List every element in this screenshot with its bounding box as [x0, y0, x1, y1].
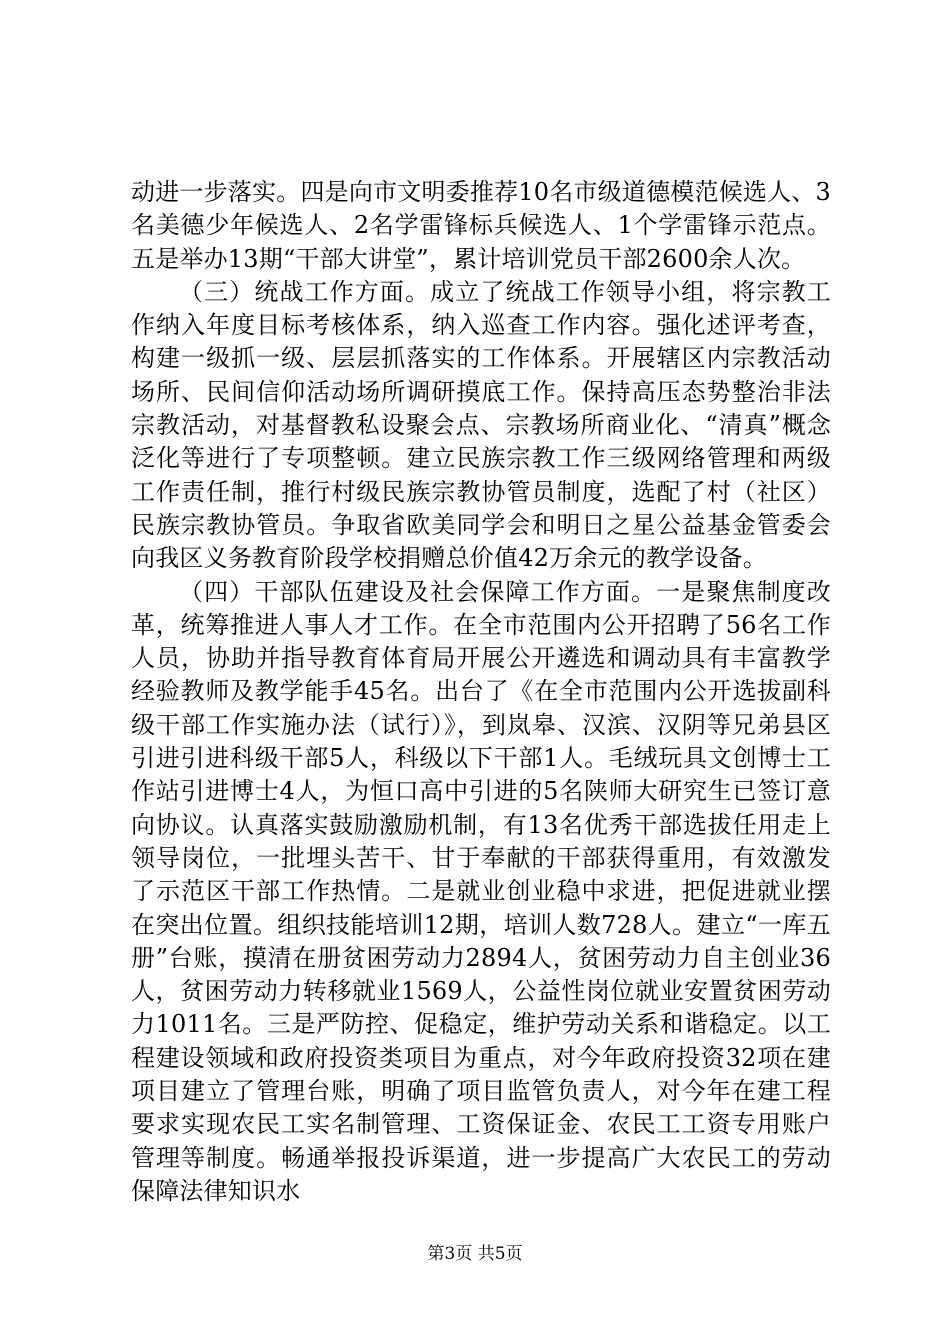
paragraph-united-front-work: （三）统战工作方面。成立了统战工作领导小组，将宗教工作纳入年度目标考核体系，纳入巡查工作内容。强化述评考查，构建一级抓一级、层层抓落实的工作体系。开展辖区内宗教活动场所、民间信仰活动场所调研摸底工作。保持高压态势整治非法宗教活动，对基督教私设聚会点、宗教场所商业化、“清真”概念泛化等进行了专项整顿。建立民族宗教工作三级网络管理和两级工作责任制，推行村级民族宗教协管员制度，选配了村（社区）民族宗教协管员。争取省欧美同学会和明日之星公益基金管委会向我区义务教育阶段学校捐赠总价值42万余元的教学设备。: [131, 277, 831, 573]
page-number-footer: 第3页 共5页: [427, 1244, 523, 1264]
document-body: [131, 176, 831, 1208]
paragraph-continuation: 动进一步落实。四是向市文明委推荐10名市级道德模范候选人、3名美德少年候选人、2名学雷锋标兵候选人、1个学雷锋示范点。五是举办13期“干部大讲堂”，累计培训党员干部2600余人次。: [131, 178, 831, 273]
paragraph-cadre-social-security: （四）干部队伍建设及社会保障工作方面。一是聚焦制度改革，统筹推进人事人才工作。在全市范围内公开招聘了56名工作人员，协助并指导教育体育局开展公开遴选和调动具有丰富教学经验教师及教学能手45名。出台了《在全市范围内公开选拔副科级干部工作实施办法（试行）》，到岚皋、汉滨、汉阴等兄弟县区引进引进科级干部5人，科级以下干部1人。毛绒玩具文创博士工作站引进博士4人，为恒口高中引进的5名陕师大研究生已签订意向协议。认真落实鼓励激励机制，有13名优秀干部选拔任用走上领导岗位，一批埋头苦干、甘于奉献的干部获得重用，有效激发了示范区干部工作热情。二是就业创业稳中求进，把促进就业摆在突出位置。组织技能培训12期，培训人数728人。建立“一库五册”台账，摸清在册贫困劳动力2894人，贫困劳动力自主创业36人，贫困劳动力转移就业1569人，公益性岗位就业安置贫困劳动力1011名。三是严防控、促稳定，维护劳动关系和谐稳定。以工程建设领域和政府投资类项目为重点，对今年政府投资32项在建项目建立了管理台账，明确了项目监管负责人，对今年在建工程要求实现农民工实名制管理、工资保证金、农民工工资专用账户管理等制度。畅通举报投诉渠道，进一步提高广大农民工的劳动保障法律知识水: [131, 577, 831, 1205]
